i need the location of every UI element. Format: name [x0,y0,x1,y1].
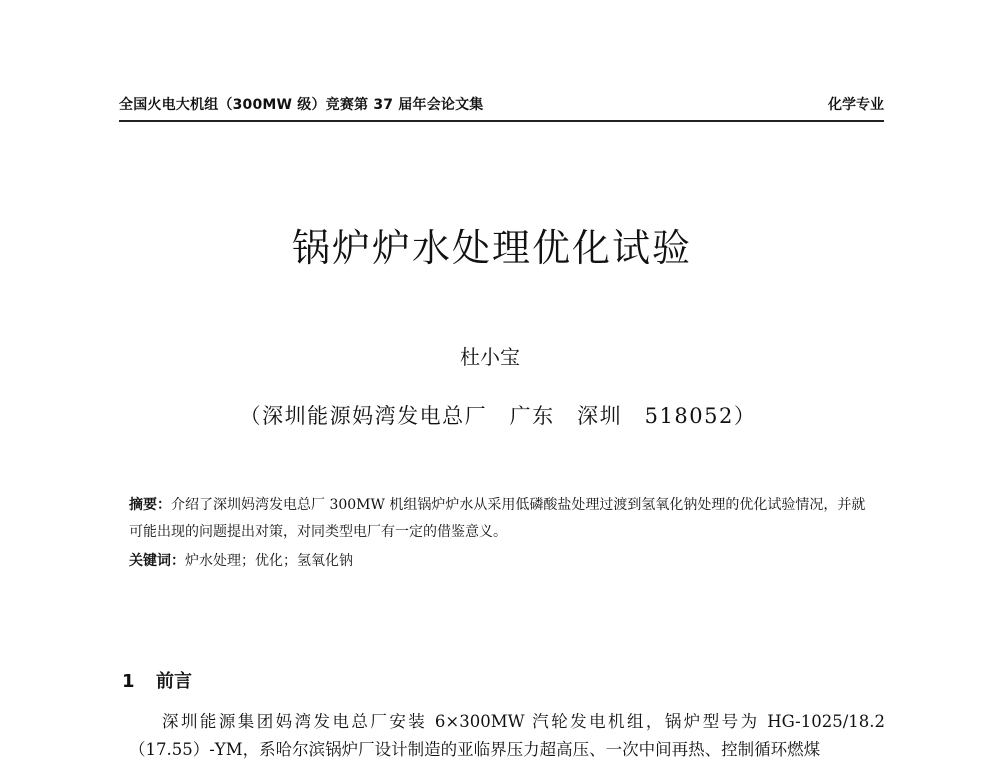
section-heading [122,668,192,696]
section-number: 1 [122,671,135,692]
abstract-label: 摘要： [129,497,171,513]
abstract-text: 介绍了深圳妈湾发电总厂 300MW 机组锅炉炉水从采用低磷酸盐处理过渡到氢氧化钠处理的优化试验情况，并就可能出现的问题提出对策，对同类型电厂有一定的借鉴意义。 [129,497,866,540]
body-paragraph: 深圳能源集团妈湾发电总厂安装 6×300MW 汽轮发电机组，锅炉型号为 HG-1025/18.2（17.55）-YM，系哈尔滨锅炉厂设计制造的亚临界压力超高压、一次中间再热、控制循环燃煤 [129,712,885,759]
author-name: 杜小宝 [460,345,520,369]
subject-label: 化学专业 [828,97,884,113]
section-title: 前言 [156,671,192,692]
keywords-text: 炉水处理；优化；氢氧化钠 [185,553,353,569]
journal-title: 全国火电大机组（300MW 级）竞赛第 37 届年会论文集 [119,97,484,113]
paper-title: 锅炉炉水处理优化试验 [291,226,692,270]
keywords-label: 关键词： [129,553,185,569]
running-header [119,96,884,122]
author-affiliation: （深圳能源妈湾发电总厂 广东 深圳 518052） [239,404,757,428]
abstract [129,492,873,546]
keywords [129,549,873,573]
